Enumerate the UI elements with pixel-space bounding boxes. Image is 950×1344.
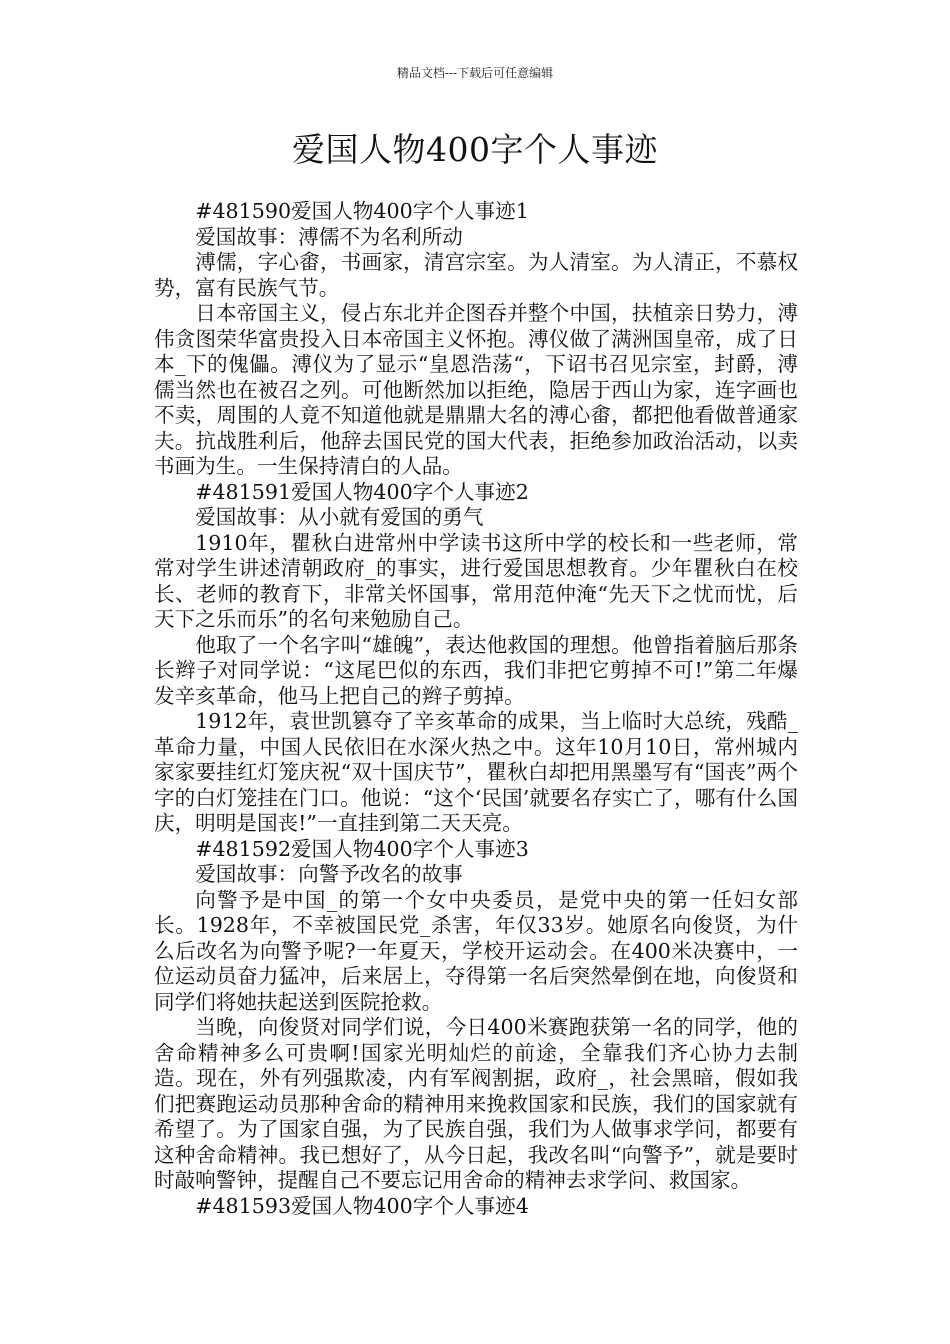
story-3-paragraph: 当晚，向俊贤对同学们说，今日400米赛跑获第一名的同学，他的舍命精神多么可贵啊!国家光明灿烂的前途，全靠我们齐心协力去制造。现在，外有列强欺凌，内有军阀割据，政府_，社会黑暗，假如我们把赛跑运动员那种舍命的精神用来挽救国家和民族，我们的国家就有希望了。为了国家自强，为了民族自强，我们为人做事求学问，都要有这种舍命精神。我已想好了，从今日起，我改名叫“向警予”，就是要时时敲响警钟，提醒自己不要忘记用舍命的精神去求学问、救国家。 [154, 1015, 798, 1192]
page-header: 精品文档---下载后可任意编辑 [396, 66, 554, 80]
story-3-paragraph: 向警予是中国_的第一个女中央委员，是党中央的第一任妇女部长。1928年，不幸被国民党_杀害，年仅33岁。她原名向俊贤，为什么后改名为向警予呢?一年夏天，学校开运动会。在400米决赛中，一位运动员奋力猛冲，后来居上，夺得第一名后突然晕倒在地，向俊贤和同学们将她扶起送到医院抢救。 [154, 887, 798, 1014]
story-4-heading: #481593爱国人物400字个人事迹4 [195, 1193, 529, 1218]
story-1-heading: #481590爱国人物400字个人事迹1 [195, 199, 529, 223]
story-2-heading: #481591爱国人物400字个人事迹2 [195, 479, 529, 504]
story-1-subtitle: 爱国故事：溥儒不为名利所动 [195, 224, 463, 249]
story-1-paragraph: 溥儒，字心畬，书画家，清宫宗室。为人清室。为人清正，不慕权势，富有民族气节。 [154, 250, 798, 300]
document-title: 爱国人物400字个人事迹 [292, 130, 658, 169]
story-2-paragraph: 他取了一个名字叫“雄魄”，表达他救国的理想。他曾指着脑后那条长辫子对同学说：“这尾巴似的东西，我们非把它剪掉不可!”第二年爆发辛亥革命，他马上把自己的辫子剪掉。 [154, 632, 798, 708]
document-body [154, 199, 798, 1219]
story-3-subtitle: 爱国故事：向警予改名的故事 [195, 862, 463, 886]
story-1-paragraph: 日本帝国主义，侵占东北并企图吞并整个中国，扶植亲日势力，溥伟贪图荣华富贵投入日本帝国主义怀抱。溥仪做了满洲国皇帝，成了日本_下的傀儡。溥仪为了显示“皇恩浩荡“，下诏书召见宗室，封爵，溥儒当然也在被召之列。可他断然加以拒绝，隐居于西山为家，连字画也不卖，周围的人竟不知道他就是鼎鼎大名的溥心畬，都把他看做普通家夫。抗战胜利后，他辞去国民党的国大代表，拒绝参加政治活动，以卖书画为生。一生保持清白的人品。 [154, 301, 798, 478]
story-3-heading: #481592爱国人物400字个人事迹3 [195, 836, 529, 861]
story-2-subtitle: 爱国故事：从小就有爱国的勇气 [195, 505, 484, 529]
story-2-paragraph: 1910年，瞿秋白进常州中学读书这所中学的校长和一些老师，常常对学生讲述清朝政府_的事实，进行爱国思想教育。少年瞿秋白在校长、老师的教育下，非常关怀国事，常用范仲淹“先天下之忧而忧，后天下之乐而乐”的名句来勉励自己。 [154, 530, 798, 631]
story-2-paragraph: 1912年，袁世凯篡夺了辛亥革命的成果，当上临时大总统，残酷_革命力量，中国人民依旧在水深火热之中。这年10月10日，常州城内家家要挂红灯笼庆祝“双十国庆节”，瞿秋白却把用黑墨写有“国丧”两个字的白灯笼挂在门口。他说：“这个‘民国’就要名存实亡了，哪有什么国庆，明明是国丧!”一直挂到第二天天亮。 [154, 709, 798, 835]
